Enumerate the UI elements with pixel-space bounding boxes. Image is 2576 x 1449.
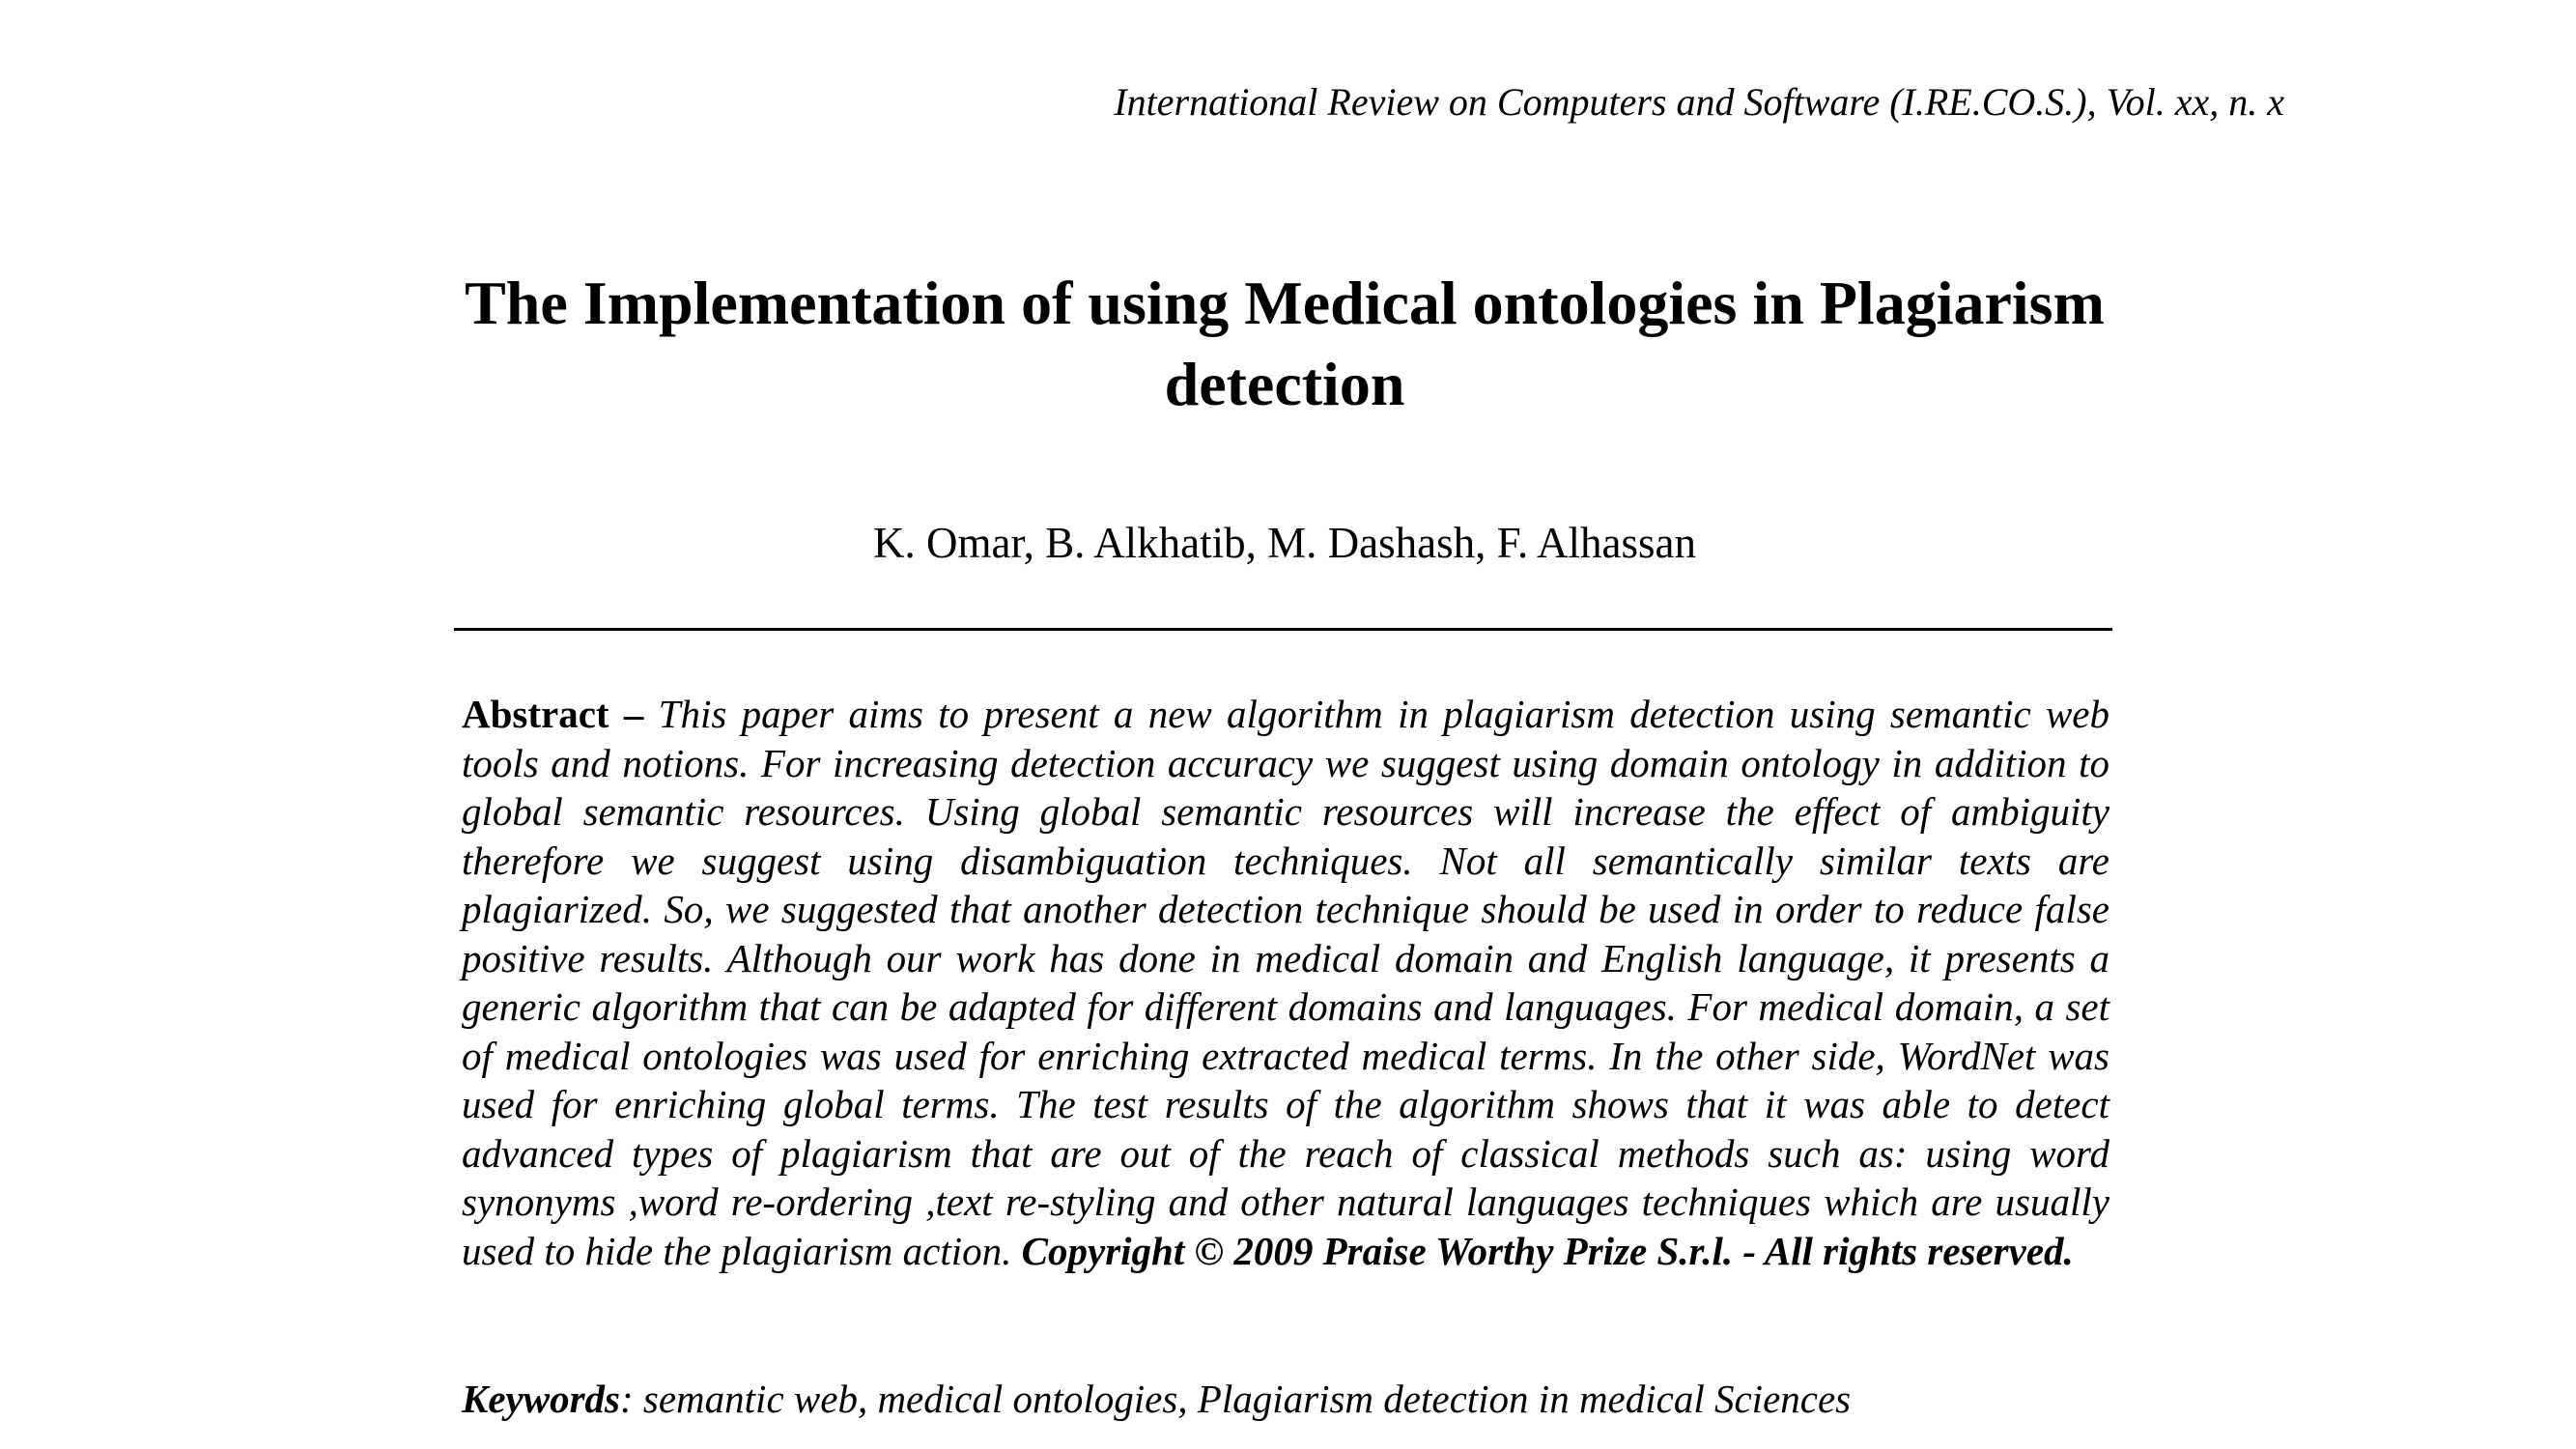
keywords-label: Keywords [462,1377,620,1421]
section-divider [454,628,2112,631]
keywords-section [462,1376,2109,1423]
paper-title: The Implementation of using Medical ontologies in Plagiarism detection [465,269,2105,418]
journal-header: International Review on Computers and Software (I.RE.CO.S.), Vol. xx, n. x [1114,80,2284,124]
copyright-notice: Copyright © 2009 Praise Worthy Prize S.r.l. - All rights reserved. [1021,1228,2074,1273]
keywords-text: : semantic web, medical ontologies, Plagiarism detection in medical Sciences [620,1377,1852,1421]
abstract-section [462,690,2109,1275]
abstract-label: Abstract – [462,692,644,736]
author-list: K. Omar, B. Alkhatib, M. Dashash, F. Alhassan [872,519,1697,567]
abstract-text: This paper aims to present a new algorithm in plagiarism detection using semantic web tools and notions. For increasing detection accuracy we suggest using domain ontology in addition to global semantic resources. Using global semantic resources will increase the effect of ambiguity therefore we suggest using disambiguation techniques. Not all semantically similar texts are plagiarized. So, we suggested that another detection technique should be used in order to reduce false positive results. Although our work has done in medical domain and English language, it presents a generic algorithm that can be adapted for different domains and languages. For medical domain, a set of medical ontologies was used for enriching extracted medical terms. In the other side, WordNet was used for enriching global terms. The test results of the algorithm shows that it was able to detect advanced types of plagiarism that are out of the reach of classical methods such as: using word synonyms ,word re-ordering ,text re-styling and other natural languages techniques which are usually used to hide the plagiarism action. [462,692,2109,1273]
